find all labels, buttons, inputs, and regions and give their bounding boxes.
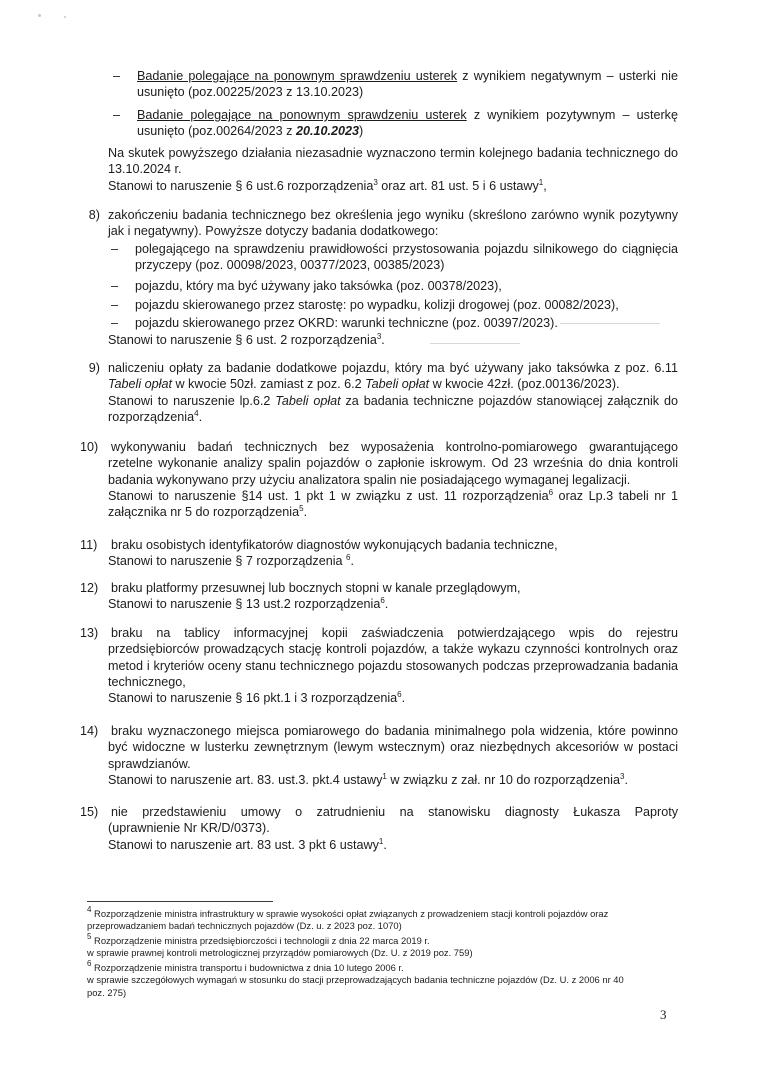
numbered-item	[108, 207, 678, 240]
text: Stanowi to naruszenie § 6 ust.6 rozporządzenia	[108, 178, 374, 193]
line	[108, 596, 678, 612]
line	[108, 376, 678, 392]
line: braku na tablicy informacyjnej kopii zaświadczenia potwierdzającego wpis do rejestru	[111, 626, 678, 640]
footnote-ref: 6	[548, 487, 554, 497]
item-number: 9)	[88, 361, 100, 375]
numbered-item	[108, 723, 678, 788]
line: przyczepy (poz. 00098/2023, 00377/2023, 00385/2023)	[135, 258, 445, 273]
footnote-ref: 6	[397, 690, 402, 700]
footnote-marker: 5	[87, 932, 92, 941]
text: Rozporządzenie ministra przedsiębiorczości i technologii z dnia 22 marca 2019 r.	[91, 935, 430, 946]
line: wykonywaniu badań technicznych bez wyposażenia kontrolno-pomiarowego gwarantującego	[111, 440, 678, 454]
footnote-line	[87, 905, 677, 920]
sub-list-item	[111, 241, 678, 275]
text: .	[384, 597, 389, 612]
numbered-item	[108, 580, 678, 613]
consequence-paragraph	[108, 145, 678, 194]
text: ,	[543, 178, 547, 193]
list-item	[113, 68, 678, 102]
numbered-item	[108, 804, 678, 853]
scan-speck	[64, 16, 66, 18]
underlined-phrase: Badanie polegające na ponownym sprawdzeniu usterek	[137, 108, 467, 122]
text: w kwocie 50zł. zamiast z poz. 6.2	[171, 377, 366, 392]
footnote-line: w sprawie szczegółowych wymagań w stosunku do stacji przeprowadzających badania techniczne pojazdów (Dz. U. z 2006 nr 40	[87, 974, 624, 986]
violation-line	[108, 332, 678, 348]
item-number: 11)	[80, 538, 98, 552]
text: Rozporządzenie ministra transportu i budownictwa z dnia 10 lutego 2006 r.	[91, 962, 404, 973]
line	[108, 409, 678, 425]
list-item-text: pojazdu skierowanego przez OKRD: warunki techniczne (poz. 00397/2023).	[135, 316, 558, 330]
footnote-ref: 3	[376, 332, 382, 341]
line	[108, 488, 678, 504]
text: za badania techniczne pojazdów stanowiącej załącznik do	[340, 393, 678, 408]
text: Stanowi to naruszenie art. 83 ust. 3 pkt 6 ustawy	[108, 837, 379, 852]
footnote-ref: 1	[382, 771, 387, 781]
page-number: 3	[660, 1007, 667, 1022]
line: naliczeniu opłaty za badanie dodatkowe pojazdu, który ma być używany jako taksówka z poz. 6.11	[108, 361, 678, 375]
item-number: 10)	[80, 440, 99, 454]
text: Stanowi to naruszenie § 13 ust.2 rozporządzenia	[108, 597, 381, 612]
footnote-line: w sprawie prawnej kontroli metrologicznej przyrządów pomiarowych (Dz. U. z 2019 poz. 759)	[87, 947, 473, 959]
footnote-line	[87, 932, 677, 947]
dash-bullet: –	[113, 108, 121, 122]
text: usunięto (poz.00264/2023 z	[137, 124, 296, 139]
numbered-item	[108, 537, 678, 570]
numbered-item	[108, 439, 678, 520]
text: .	[381, 333, 385, 347]
underlined-phrase: Badanie polegające na ponownym sprawdzeniu usterek	[137, 69, 458, 83]
list-item-text: pojazdu, który ma być używany jako taksówka (poz. 00378/2023),	[135, 279, 502, 293]
line: przedsiębiorców prowadzących stację kontroli pojazdów, a także wykazu czynności kontrolnych oraz	[108, 642, 678, 657]
footnote-ref: 1	[378, 836, 384, 846]
line: (uprawnienie Nr KR/D/0373).	[108, 821, 270, 836]
list-item-text	[137, 68, 678, 101]
text: Stanowi to naruszenie § 16 pkt.1 i 3 rozporządzenia	[108, 691, 398, 706]
text: .	[350, 554, 354, 569]
line	[137, 68, 678, 84]
text: Stanowi to naruszenie §14 ust. 1 pkt 1 w związku z ust. 11 rozporządzenia	[108, 488, 549, 503]
line	[108, 837, 678, 853]
text: )	[358, 124, 364, 139]
line: metod i kryteriów oceny stanu technicznego pojazdu stosowanych podczas przeprowadzania badania	[108, 658, 678, 673]
text: Stanowi to naruszenie § 7 rozporządzenia	[108, 554, 347, 569]
line	[108, 393, 678, 409]
sub-list-item	[111, 315, 678, 332]
text: Stanowi to naruszenie § 6 ust. 2 rozporządzenia	[108, 333, 377, 347]
item-number: 13)	[80, 626, 99, 640]
text: w kwocie 42zł. (poz.00136/2023).	[429, 377, 620, 392]
text: z wynikiem negatywnym – usterki nie	[457, 69, 678, 83]
footnote-ref: 3	[373, 177, 378, 187]
list-item	[113, 107, 678, 141]
numbered-item	[108, 625, 678, 706]
text: rozporządzenia	[108, 409, 195, 424]
dash-bullet: –	[113, 69, 121, 83]
footnote-ref: 6	[346, 553, 351, 563]
line: braku osobistych identyfikatorów diagnostów wykonujących badania techniczne,	[111, 538, 558, 552]
text: Rozporządzenie ministra infrastruktury w sprawie wysokości opłat związanych z prowadzeniem stacji kontroli pojazdów oraz	[91, 908, 609, 919]
line: badania wykonywano przy użyciu analizatora spalin nie posiadającego wymaganej legalizacji.	[108, 472, 631, 487]
list-item-text	[137, 107, 678, 140]
dash-bullet: –	[111, 242, 119, 256]
line: być widoczne w lusterku zewnętrznym (lewym wstecznym) oraz niezbędnych akcesoriów w postaci	[108, 740, 678, 755]
sub-list-item	[111, 278, 678, 295]
line: rzetelne wykonanie analizy spalin pojazdów o zapłonie iskrowym. Od 23 września do dnia kontroli	[108, 456, 678, 471]
text: w związku z zał. nr 10 do rozporządzenia	[386, 772, 620, 787]
line	[137, 107, 678, 123]
item-number: 8)	[88, 208, 100, 222]
footnote	[87, 905, 677, 933]
italic-text: Tabeli opłat	[275, 393, 341, 408]
italic-text: Tabeli opłat	[365, 377, 430, 392]
line: polegającego na sprawdzeniu prawidłowości przystosowania pojazdu silnikowego do ciągnięcia	[135, 242, 678, 256]
numbered-item	[108, 360, 678, 425]
italic-text: Tabeli opłat	[108, 377, 172, 392]
footnote-marker: 4	[87, 905, 92, 914]
text: .	[198, 409, 203, 424]
footnote-separator	[87, 901, 273, 902]
footnote-line	[87, 959, 677, 974]
footnote-marker: 6	[87, 959, 92, 968]
footnote	[87, 932, 677, 960]
text: z wynikiem pozytywnym – usterkę	[466, 108, 678, 122]
line: 13.10.2024 r.	[108, 162, 182, 177]
line: Na skutek powyższego działania niezasadnie wyznaczono termin kolejnego badania technicznego do	[108, 146, 678, 160]
sub-list-item	[111, 297, 678, 314]
line: nie przedstawieniu umowy o zatrudnieniu na stanowisku diagnosty Łukasza Paproty	[111, 805, 678, 819]
line	[108, 772, 678, 788]
list-item-text: pojazdu skierowanego przez starostę: po wypadku, kolizji drogowej (poz. 00082/2023),	[135, 298, 619, 312]
footnote-ref: 6	[380, 596, 385, 606]
line	[108, 504, 678, 520]
line: usunięto (poz.00225/2023 z 13.10.2023)	[137, 85, 364, 100]
footnote-line: przeprowadzaniem badań technicznych pojazdów (Dz. u. z 2023 poz. 1070)	[87, 920, 402, 932]
item-number: 14)	[80, 724, 99, 738]
item-number: 12)	[80, 581, 99, 595]
footnote-line: poz. 275)	[87, 986, 127, 998]
violation-line	[108, 178, 678, 194]
text: .	[624, 772, 628, 787]
scan-speck	[38, 14, 41, 17]
line	[108, 553, 678, 569]
line: braku wyznaczonego miejsca pomiarowego do badania minimalnego pola widzenia, które powinno	[111, 724, 678, 738]
line: braku platformy przesuwnej lub bocznych stopni w kanale przeglądowym,	[111, 581, 521, 595]
dash-bullet: –	[111, 298, 119, 312]
footnote-ref: 1	[538, 177, 544, 187]
list-item-text	[135, 241, 678, 274]
line	[108, 690, 678, 706]
dash-bullet: –	[111, 316, 119, 330]
dash-bullet: –	[111, 279, 119, 293]
text: oraz art. 81 ust. 5 i 6 ustawy	[377, 178, 539, 193]
footnote	[87, 959, 677, 999]
text: .	[303, 505, 308, 520]
text: Stanowi to naruszenie lp.6.2	[108, 393, 276, 408]
text: .	[401, 691, 406, 706]
text: Stanowi to naruszenie art. 83. ust.3. pkt.4 ustawy	[108, 772, 383, 787]
text: .	[383, 837, 387, 852]
line: zakończeniu badania technicznego bez określenia jego wyniku (skreślono zarówno wynik pozytywny	[108, 208, 678, 222]
bold-date: 20.10.2023	[295, 124, 359, 139]
footnote-ref: 4	[194, 408, 199, 418]
line: sprawdzianów.	[108, 756, 191, 771]
line	[137, 123, 678, 139]
text: załącznika nr 5 do rozporządzenia	[108, 505, 300, 520]
footnote-ref: 3	[619, 771, 625, 781]
line: technicznego,	[108, 674, 186, 689]
text: oraz Lp.3 tabeli nr 1	[553, 488, 678, 503]
item-number: 15)	[80, 805, 99, 819]
line: jak i negatywny). Powyższe dotyczy badania dodatkowego:	[108, 224, 439, 239]
footnote-ref: 5	[299, 504, 304, 514]
